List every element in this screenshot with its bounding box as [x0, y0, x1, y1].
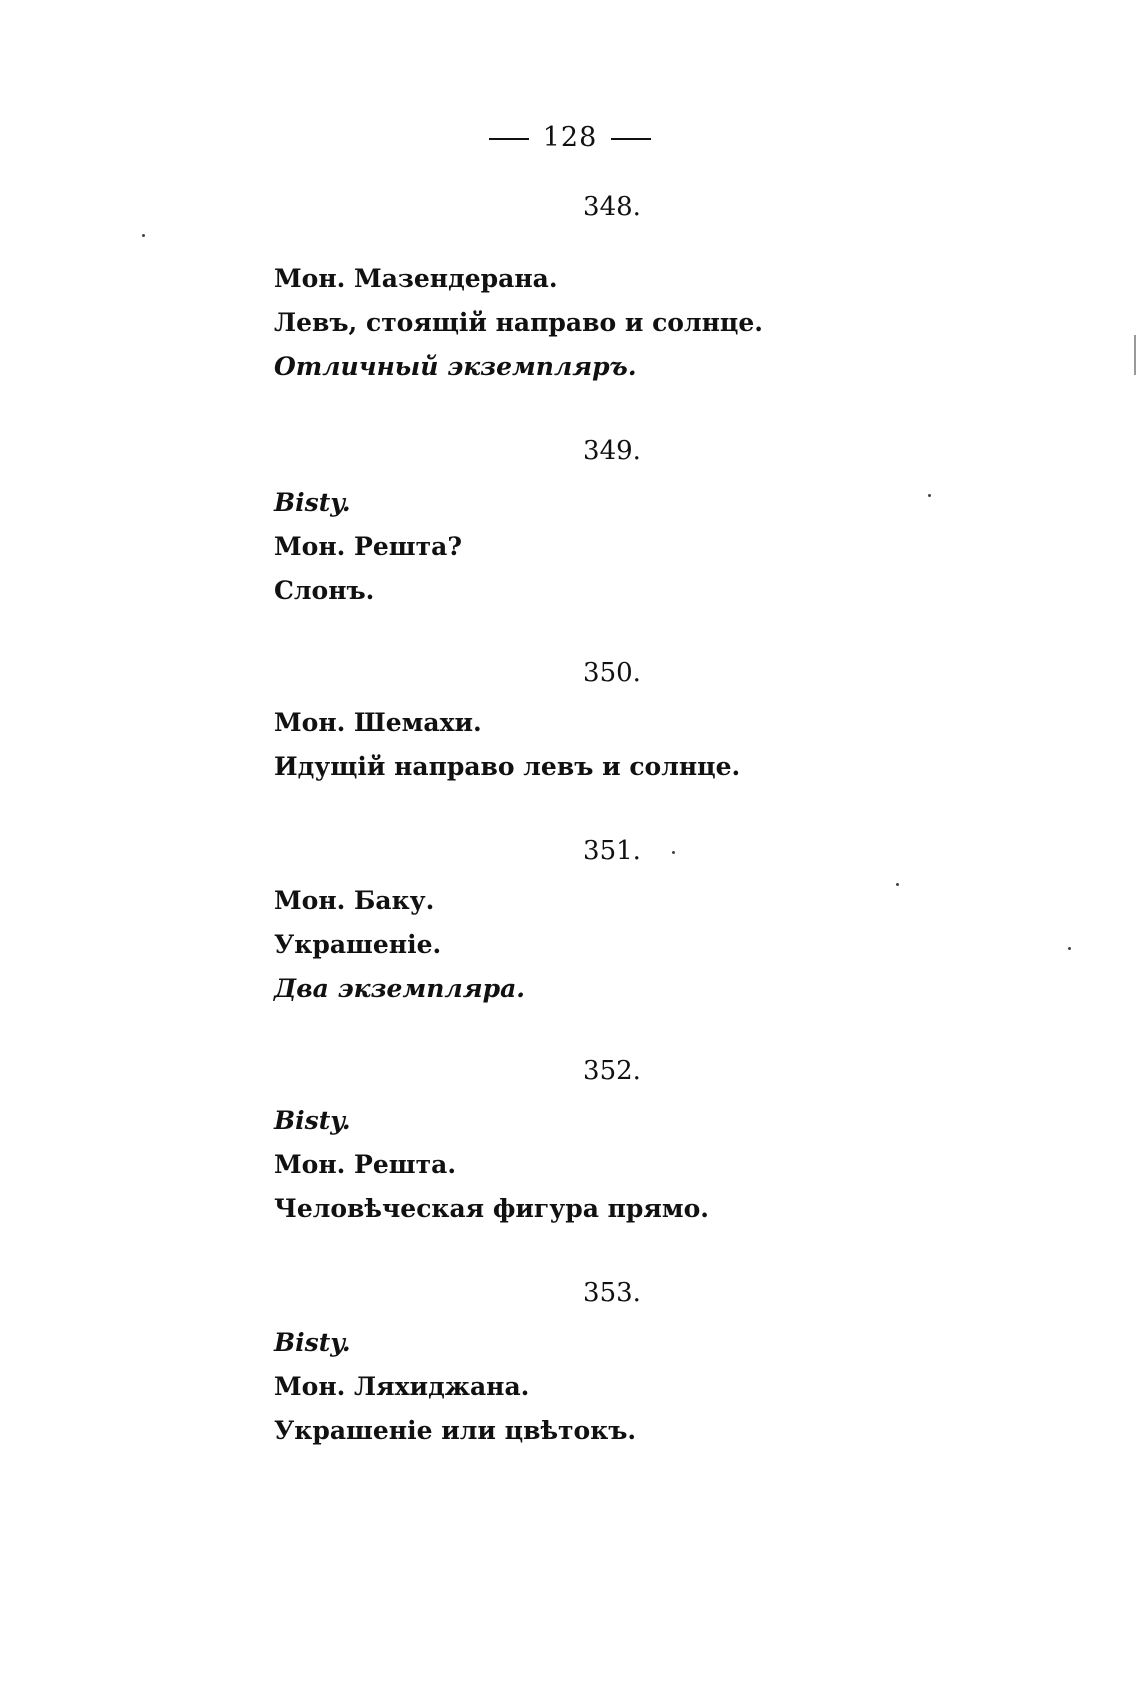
- entry-line: Мон. Мазендерана.: [274, 264, 558, 293]
- entry-number: [0, 192, 1140, 222]
- entry-number-text: 353.: [583, 1278, 641, 1308]
- scan-speck: [896, 883, 899, 886]
- dash-right: [611, 138, 651, 140]
- entry-number: [0, 658, 1140, 688]
- entry-line: Идущій направо левъ и солнце.: [274, 752, 741, 781]
- entry-line: Украшеніе.: [274, 930, 442, 959]
- entry-number-text: 348.: [583, 192, 641, 222]
- entry-line: Два экземпляра.: [274, 974, 525, 1003]
- page-number: 128: [542, 122, 598, 153]
- entry-line: Мон. Решта.: [274, 1150, 457, 1179]
- scan-speck: [672, 851, 675, 854]
- entry-number-text: 352.: [583, 1056, 641, 1086]
- entry-number: [0, 1056, 1140, 1086]
- entry-line: Левъ, стоящій направо и солнце.: [274, 308, 763, 337]
- dash-left: [489, 138, 529, 140]
- entry-line: Мон. Ляхиджана.: [274, 1372, 530, 1401]
- page-header: [0, 122, 1140, 153]
- entry-line: Bisty.: [274, 1106, 351, 1135]
- entry-line: Мон. Баку.: [274, 886, 435, 915]
- entry-line: Bisty.: [274, 488, 351, 517]
- entry-number: [0, 836, 1140, 866]
- entry-number-text: 349.: [583, 436, 641, 466]
- entry-line: Мон. Решта?: [274, 532, 462, 561]
- entry-line: Мон. Шемахи.: [274, 708, 482, 737]
- entry-line: Слонъ.: [274, 576, 375, 605]
- scan-speck: [928, 494, 931, 497]
- scan-speck: [142, 234, 145, 237]
- entry-number: [0, 1278, 1140, 1308]
- scan-edge-mark: [1134, 335, 1136, 375]
- entry-line: Украшеніе или цвѣтокъ.: [274, 1416, 637, 1445]
- scan-speck: [1068, 947, 1071, 950]
- entry-line: Человѣческая фигура прямо.: [274, 1194, 709, 1223]
- entry-line: Отличный экземпляръ.: [274, 352, 637, 381]
- entry-number: [0, 436, 1140, 466]
- entry-number-text: 350.: [583, 658, 641, 688]
- entry-line: Bisty.: [274, 1328, 351, 1357]
- entry-number-text: 351.: [583, 836, 641, 866]
